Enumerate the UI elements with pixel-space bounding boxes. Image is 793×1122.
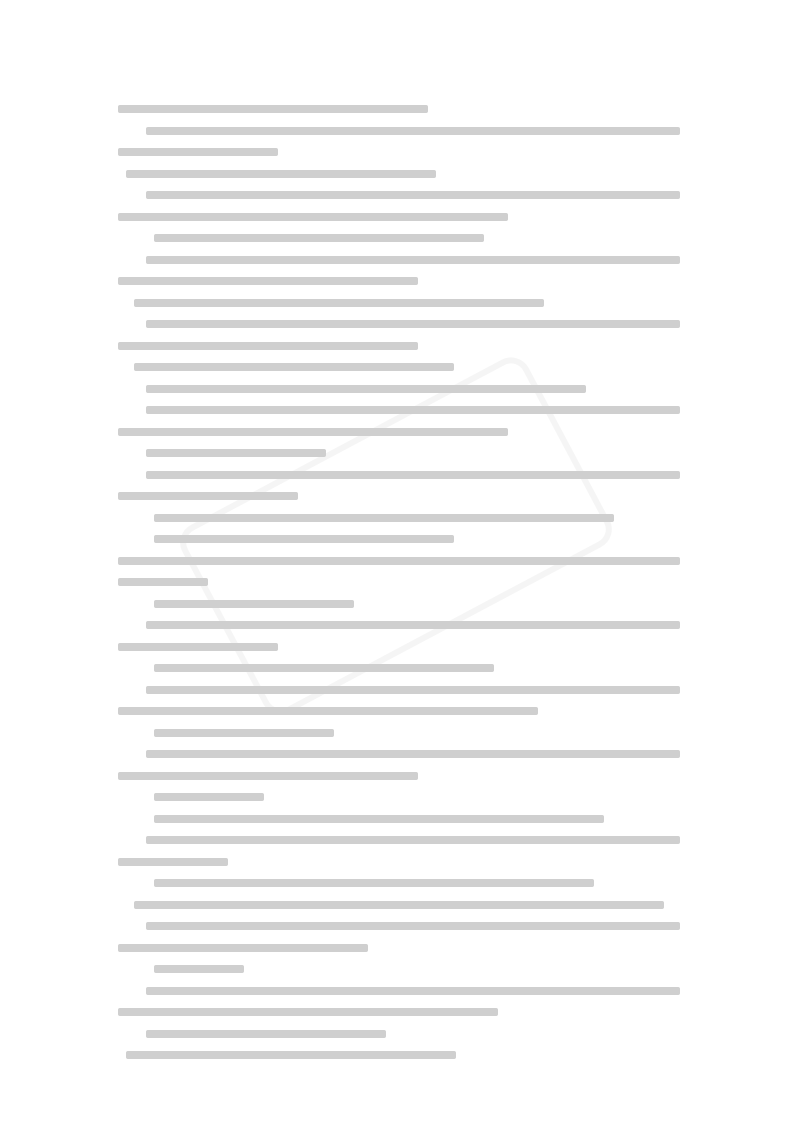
redacted-text-line [118,636,680,658]
redacted-text-line [118,980,680,1002]
redacted-text-line [118,270,680,292]
redaction-bar [118,772,418,780]
redacted-text-line [118,141,680,163]
redacted-text-line [118,356,680,378]
redaction-bar [146,1030,386,1038]
redacted-text-line [118,1044,680,1066]
redacted-text-line [118,894,680,916]
redaction-bar [154,729,334,737]
redaction-bar [146,406,680,414]
redacted-text-line [118,249,680,271]
redaction-bar [154,664,494,672]
redacted-text-line [118,786,680,808]
redacted-text-line [118,313,680,335]
redaction-bar [154,965,244,973]
redacted-text-line [118,550,680,572]
redacted-text-line [118,399,680,421]
redacted-text-line [118,937,680,959]
redaction-bar [146,256,680,264]
redacted-text-line [118,571,680,593]
redaction-bar [134,299,544,307]
body-text-redacted [118,98,680,1066]
redaction-bar [154,793,264,801]
redaction-bar [118,105,428,113]
redaction-bar [118,277,418,285]
redacted-text-line [118,98,680,120]
redacted-text-line [118,485,680,507]
redacted-text-line [118,184,680,206]
redacted-text-line [118,335,680,357]
redaction-bar [146,385,586,393]
redacted-text-line [118,765,680,787]
redacted-text-line [118,614,680,636]
redacted-text-line [118,507,680,529]
redacted-text-line [118,808,680,830]
redacted-text-line [118,743,680,765]
redaction-bar [146,922,680,930]
redaction-bar [154,234,484,242]
redaction-bar [118,557,680,565]
redacted-text-line [118,1001,680,1023]
redaction-bar [154,535,454,543]
redaction-bar [118,213,508,221]
redacted-text-line [118,206,680,228]
redaction-bar [118,643,278,651]
redaction-bar [146,987,680,995]
redaction-bar [118,858,228,866]
redacted-text-line [118,915,680,937]
redacted-text-line [118,442,680,464]
redaction-bar [118,707,538,715]
redacted-text-line [118,851,680,873]
redaction-bar [146,191,680,199]
redaction-bar [146,127,680,135]
redaction-bar [134,363,454,371]
redaction-bar [154,815,604,823]
redacted-text-line [118,227,680,249]
redaction-bar [146,449,326,457]
redacted-text-line [118,120,680,142]
redacted-text-line [118,679,680,701]
redaction-bar [146,471,680,479]
redacted-text-line [118,958,680,980]
redacted-text-line [118,528,680,550]
redacted-text-line [118,700,680,722]
redacted-text-line [118,872,680,894]
redaction-bar [146,686,680,694]
redaction-bar [118,342,418,350]
redaction-bar [146,750,680,758]
redaction-bar [118,944,368,952]
redaction-bar [146,621,680,629]
redaction-bar [146,320,680,328]
redacted-text-line [118,378,680,400]
redacted-text-line [118,1023,680,1045]
redacted-text-line [118,722,680,744]
redacted-text-line [118,292,680,314]
redacted-text-line [118,163,680,185]
redacted-text-line [118,593,680,615]
redaction-bar [154,879,594,887]
redaction-bar [118,148,278,156]
redaction-bar [154,514,614,522]
redaction-bar [126,1051,456,1059]
redaction-bar [118,1008,498,1016]
redacted-text-line [118,464,680,486]
redaction-bar [118,492,298,500]
redacted-text-line [118,421,680,443]
redaction-bar [118,578,208,586]
redaction-bar [154,600,354,608]
redacted-text-line [118,657,680,679]
redaction-bar [118,428,508,436]
redaction-bar [134,901,664,909]
redaction-bar [126,170,436,178]
redaction-bar [146,836,680,844]
redacted-text-line [118,829,680,851]
